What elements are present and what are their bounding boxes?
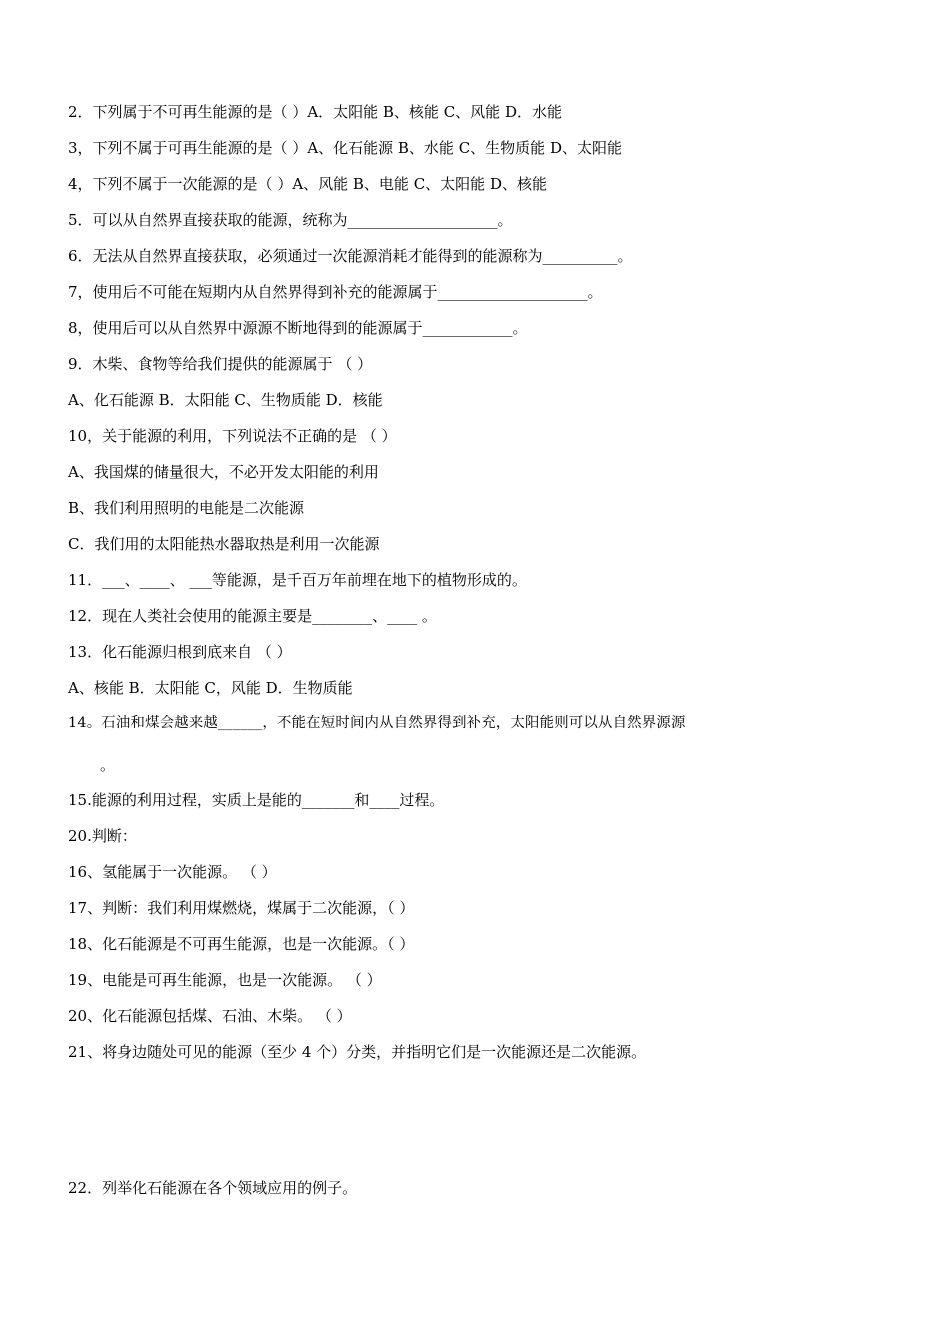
question-13: 13．化石能源归根到底来自 （ ）: [68, 643, 292, 661]
question-9-options: A、化石能源 B．太阳能 C、生物质能 D．核能: [68, 391, 383, 409]
question-10-option-b: B、我们利用照明的电能是二次能源: [68, 499, 305, 517]
question-5: 5．可以从自然界直接获取的能源，统称为____________________。: [68, 211, 513, 229]
question-10: 10，关于能源的利用，下列说法不正确的是 （ ）: [68, 427, 397, 445]
question-10-option-a: A、我国煤的储量很大，不必开发太阳能的利用: [68, 463, 379, 481]
question-12: 12．现在人类社会使用的能源主要是________、____ 。: [68, 607, 437, 625]
question-3: 3，下列不属于可再生能源的是（ ）A、化石能源 B、水能 C、生物质能 D、太阳能: [68, 139, 622, 157]
question-8: 8，使用后可以从自然界中源源不断地得到的能源属于____________。: [68, 319, 528, 337]
question-15: 15.能源的利用过程，实质上是能的_______和____过程。: [68, 791, 445, 809]
question-22: 22．列举化石能源在各个领域应用的例子。: [68, 1179, 358, 1197]
question-7: 7，使用后不可能在短期内从自然界得到补充的能源属于____________________。: [68, 283, 603, 301]
question-16: 16、氢能属于一次能源。 （ ）: [68, 863, 277, 881]
question-11: 11．___、____、 ___等能源，是千百万年前埋在地下的植物形成的。: [68, 571, 527, 589]
question-2: 2．下列属于不可再生能源的是（ ）A．太阳能 B、核能 C、风能 D．水能: [68, 103, 562, 121]
question-6: 6．无法从自然界直接获取，必须通过一次能源消耗才能得到的能源称为__________。: [68, 247, 633, 265]
question-4: 4，下列不属于一次能源的是（ ）A、风能 B、电能 C、太阳能 D、核能: [68, 175, 547, 193]
question-10-option-c: C．我们用的太阳能热水器取热是利用一次能源: [68, 535, 380, 553]
question-21: 21、将身边随处可见的能源（至少 4 个）分类，并指明它们是一次能源还是二次能源。: [68, 1043, 647, 1061]
question-17: 17、判断：我们利用煤燃烧，煤属于二次能源，（ ）: [68, 899, 415, 917]
question-18: 18、化石能源是不可再生能源，也是一次能源。（ ）: [68, 935, 415, 953]
question-9: 9．木柴、食物等给我们提供的能源属于 （ ）: [68, 355, 373, 373]
question-13-options: A、核能 B．太阳能 C，风能 D．生物质能: [68, 679, 353, 697]
question-14: 14。石油和煤会越来越______，不能在短时间内从自然界得到补充，太阳能则可以从自然界源源: [68, 715, 686, 731]
question-14-continuation: 。: [100, 756, 116, 774]
question-19: 19、电能是可再生能源，也是一次能源。 （ ）: [68, 971, 382, 989]
section-judgement: 20.判断：: [68, 827, 137, 845]
question-20: 20、化石能源包括煤、石油、木柴。 （ ）: [68, 1007, 352, 1025]
